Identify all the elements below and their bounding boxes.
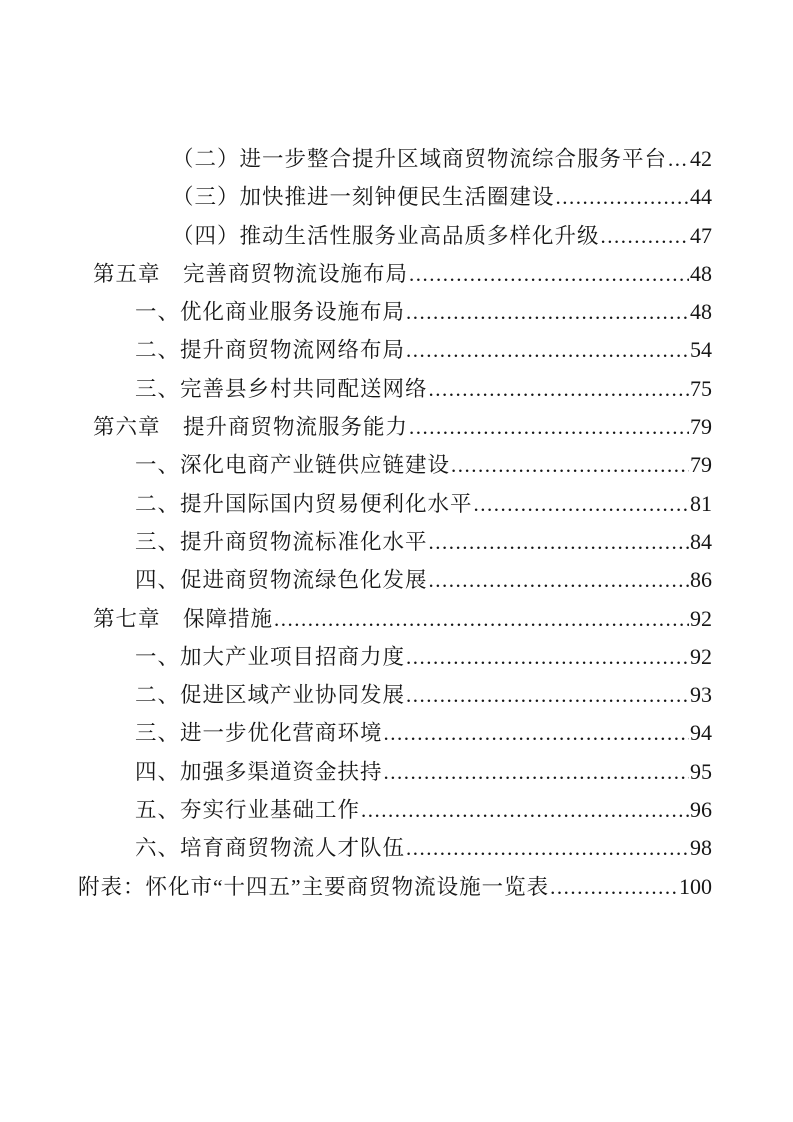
toc-dot-leader [429,370,689,408]
toc-entry-page-number: 54 [690,337,712,363]
toc-entry-page-number: 95 [690,758,712,784]
toc-entry-sub1[interactable] [78,791,712,829]
toc-entry-page-number: 48 [690,260,712,286]
toc-dot-leader [406,829,689,867]
toc-entry-label: 四、加强多渠道资金扶持 [135,759,383,784]
toc-dot-leader [406,331,689,369]
toc-entry-label: （三）加快推进一刻钟便民生活圈建设 [172,185,555,210]
toc-entry-page-number: 44 [690,184,712,210]
toc-dot-leader [361,791,689,829]
toc-entry-sub1[interactable] [78,676,712,714]
toc-entry-sub2[interactable] [78,178,712,216]
toc-entry-sub1[interactable] [78,753,712,791]
toc-dot-leader [556,178,689,216]
toc-entry-label: 三、完善县乡村共同配送网络 [135,376,428,401]
table-of-contents [78,140,712,906]
toc-entry-label: 四、促进商贸物流绿色化发展 [135,568,428,593]
toc-entry-sub1[interactable] [78,561,712,599]
toc-entry-label: 一、深化电商产业链供应链建设 [135,453,451,478]
toc-entry-chapter[interactable] [78,408,712,446]
toc-entry-page-number: 79 [690,414,712,440]
toc-entry-label: 第五章 完善商贸物流设施布局 [93,261,409,286]
toc-dot-leader [274,600,689,638]
toc-dot-leader [406,676,689,714]
toc-dot-leader [406,638,689,676]
toc-entry-label: 第七章 保障措施 [93,606,274,631]
toc-entry-label: 三、提升商贸物流标准化水平 [135,529,428,554]
toc-dot-leader [451,446,689,484]
toc-entry-sub1[interactable] [78,370,712,408]
toc-entry-page-number: 47 [690,222,712,248]
toc-entry-sub1[interactable] [78,331,712,369]
toc-entry-page-number: 84 [690,528,712,554]
toc-entry-page-number: 93 [690,682,712,708]
toc-dot-leader [409,408,689,446]
toc-entry-label: （四）推动生活性服务业高品质多样化升级 [172,223,600,248]
toc-entry-page-number: 94 [690,720,712,746]
toc-entry-label: （二）进一步整合提升区域商贸物流综合服务平台 [172,147,668,171]
toc-entry-label: 附表：怀化市“十四五”主要商贸物流设施一览表 [78,874,550,899]
toc-dot-leader [550,868,678,906]
toc-entry-label: 二、提升商贸物流网络布局 [135,338,406,363]
toc-entry-page-number: 81 [690,490,712,516]
toc-dot-leader [668,140,689,178]
toc-entry-label: 三、进一步优化营商环境 [135,721,383,746]
toc-entry-page-number: 96 [690,797,712,823]
toc-dot-leader [474,485,689,523]
toc-entry-chapter[interactable] [78,600,712,638]
toc-entry-sub1[interactable] [78,485,712,523]
toc-entry-label: 第六章 提升商贸物流服务能力 [93,415,409,440]
toc-entry-chapter[interactable] [78,255,712,293]
toc-entry-sub1[interactable] [78,638,712,676]
toc-entry-page-number: 100 [679,873,712,899]
toc-entry-sub2[interactable] [78,217,712,255]
toc-entry-page-number: 48 [690,299,712,325]
toc-dot-leader [601,217,689,255]
toc-dot-leader [406,293,689,331]
toc-entry-appendix[interactable] [78,868,712,906]
toc-dot-leader [384,714,689,752]
toc-dot-leader [429,523,689,561]
toc-entry-sub1[interactable] [78,714,712,752]
toc-entry-sub1[interactable] [78,293,712,331]
toc-entry-page-number: 86 [690,567,712,593]
toc-entry-page-number: 92 [690,605,712,631]
toc-entry-page-number: 98 [690,835,712,861]
toc-entry-sub1[interactable] [78,446,712,484]
toc-entry-sub2[interactable] [78,140,712,178]
toc-entry-label: 二、提升国际国内贸易便利化水平 [135,491,473,516]
toc-dot-leader [384,753,689,791]
toc-entry-page-number: 79 [690,452,712,478]
toc-entry-page-number: 42 [690,146,712,171]
toc-entry-sub1[interactable] [78,829,712,867]
toc-dot-leader [409,255,689,293]
toc-entry-page-number: 75 [690,375,712,401]
toc-entry-label: 五、夯实行业基础工作 [135,798,361,823]
toc-entry-label: 二、促进区域产业协同发展 [135,683,406,708]
toc-entry-sub1[interactable] [78,523,712,561]
toc-entry-page-number: 92 [690,643,712,669]
toc-entry-label: 一、加大产业项目招商力度 [135,644,406,669]
toc-entry-label: 六、培育商贸物流人才队伍 [135,836,406,861]
toc-entry-label: 一、优化商业服务设施布局 [135,300,406,325]
toc-dot-leader [429,561,689,599]
